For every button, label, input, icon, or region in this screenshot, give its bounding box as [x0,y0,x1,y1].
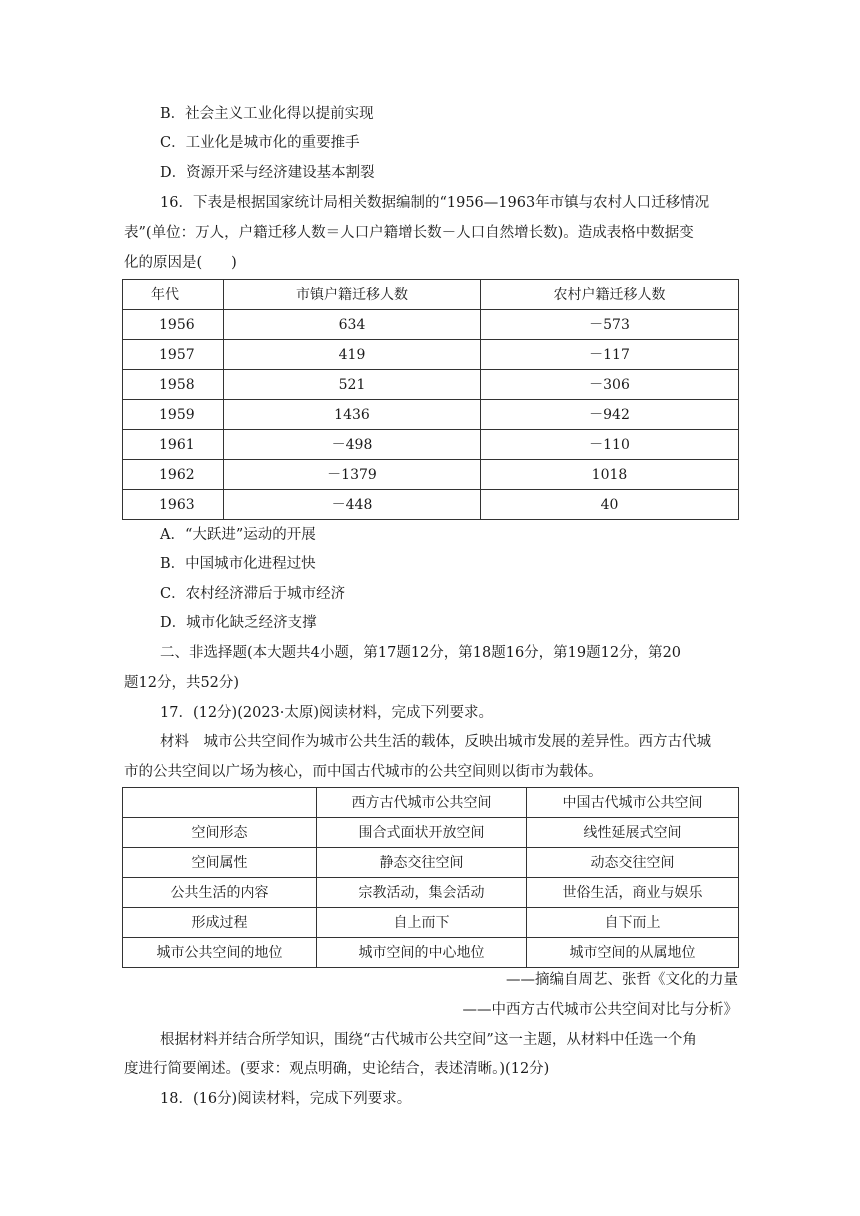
q17-source-line1: ——摘编自周艺、张哲《文化的力量 [506,972,738,988]
option-15-c: C．工业化是城市化的重要推手 [160,135,360,151]
table-row [123,340,739,370]
table-cell: 自上而下 [317,908,527,938]
table-row [123,938,739,968]
table-cell: 公共生活的内容 [123,878,317,908]
table-cell: 城市空间的中心地位 [317,938,527,968]
option-16-c: C．农村经济滞后于城市经济 [160,586,346,602]
q17-material-line2: 市的公共空间以广场为核心，而中国古代城市的公共空间则以街市为载体。 [124,764,603,780]
table-row [123,430,739,460]
table-header [123,788,317,818]
table-cell: 世俗生活，商业与娱乐 [527,878,739,908]
table-cell: －1379 [224,460,481,490]
table-row [123,490,739,520]
table-header: 农村户籍迁移人数 [481,280,739,310]
q17-source-line2: ——中西方古代城市公共空间对比与分析》 [462,1002,738,1018]
table-header-row [123,280,739,310]
table-cell: 1962 [123,460,224,490]
q17-material-line1: 材料 城市公共空间作为城市公共生活的载体，反映出城市发展的差异性。西方古代城 [160,734,711,750]
table-cell: 1959 [123,400,224,430]
table-row [123,400,739,430]
table-cell: 40 [481,490,739,520]
table-cell: 围合式面状开放空间 [317,818,527,848]
option-16-a: A．“大跃进”运动的开展 [160,527,316,543]
table-cell: 1957 [123,340,224,370]
table-header: 市镇户籍迁移人数 [224,280,481,310]
table-cell: －117 [481,340,739,370]
table-row [123,310,739,340]
table-cell: 419 [224,340,481,370]
table-cell: －498 [224,430,481,460]
q18-stem: 18．(16分)阅读材料，完成下列要求。 [160,1091,412,1107]
table-header: 西方古代城市公共空间 [317,788,527,818]
table-cell: 1436 [224,400,481,430]
table-cell: 自下而上 [527,908,739,938]
table-row [123,878,739,908]
table-cell: 1961 [123,430,224,460]
section2-heading-line1: 二、非选择题(本大题共4小题，第17题12分，第18题16分，第19题12分，第20 [160,645,682,661]
table-cell: 634 [224,310,481,340]
public-space-table [122,787,739,968]
table-cell: 空间属性 [123,848,317,878]
q17-stem: 17．(12分)(2023·太原)阅读材料，完成下列要求。 [160,705,494,721]
table-cell: 521 [224,370,481,400]
option-16-d: D．城市化缺乏经济支撑 [160,615,317,631]
migration-table [122,279,739,520]
table-row [123,908,739,938]
table-cell: 1956 [123,310,224,340]
q17-task-line2: 度进行简要阐述。(要求：观点明确，史论结合，表述清晰。)(12分) [124,1061,550,1077]
table-cell: 宗教活动，集会活动 [317,878,527,908]
q17-task-line1: 根据材料并结合所学知识，围绕“古代城市公共空间”这一主题，从材料中任选一个角 [160,1032,697,1048]
table-cell: 1958 [123,370,224,400]
table-cell: －573 [481,310,739,340]
q16-stem-line2: 表”(单位：万人，户籍迁移人数＝人口户籍增长数－人口自然增长数)。造成表格中数据变 [124,225,694,241]
table-cell: 1018 [481,460,739,490]
table-cell: 线性延展式空间 [527,818,739,848]
table-row [123,818,739,848]
table-row [123,848,739,878]
section2-heading-line2: 题12分，共52分) [124,675,240,691]
q16-stem-line1: 16．下表是根据国家统计局相关数据编制的“1956—1963年市镇与农村人口迁移情况 [160,195,710,211]
table-header: 中国古代城市公共空间 [527,788,739,818]
table-header: 年代 [123,280,224,310]
table-cell: 城市公共空间的地位 [123,938,317,968]
table-row [123,460,739,490]
table-header-row [123,788,739,818]
table-cell: －942 [481,400,739,430]
table-cell: －448 [224,490,481,520]
table-cell: 空间形态 [123,818,317,848]
option-15-d: D．资源开采与经济建设基本割裂 [160,165,375,181]
table-cell: 动态交往空间 [527,848,739,878]
table-cell: 静态交往空间 [317,848,527,878]
table-cell: 城市空间的从属地位 [527,938,739,968]
table-cell: －306 [481,370,739,400]
option-16-b: B．中国城市化进程过快 [160,556,316,572]
table-cell: 1963 [123,490,224,520]
option-15-b: B．社会主义工业化得以提前实现 [160,106,374,122]
q16-stem-line3: 化的原因是( ) [124,255,237,271]
table-row [123,370,739,400]
table-cell: －110 [481,430,739,460]
table-cell: 形成过程 [123,908,317,938]
